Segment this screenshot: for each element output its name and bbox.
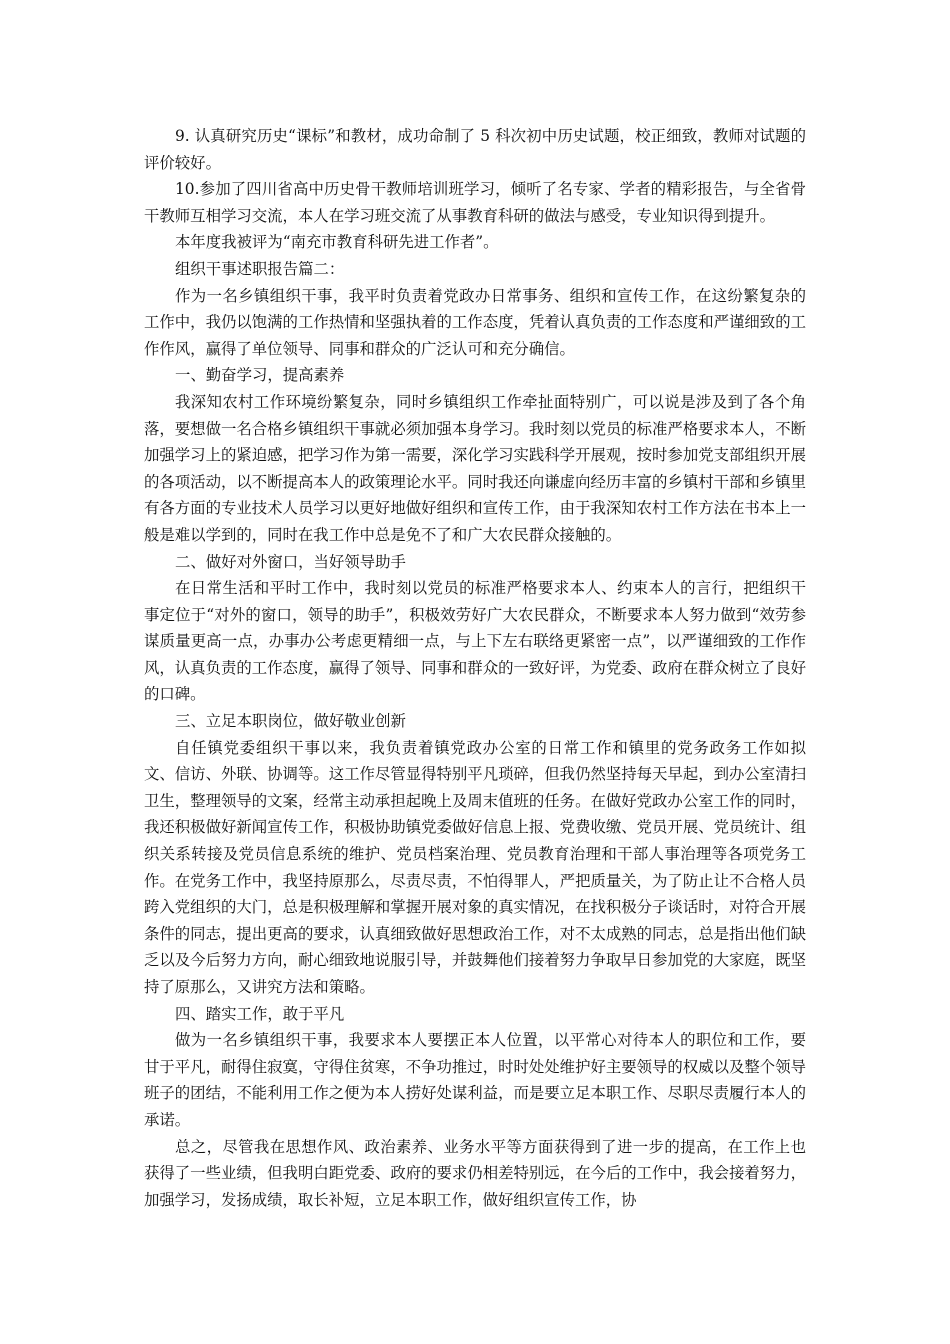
paragraph: 本年度我被评为“南充市教育科研先进工作者”。	[175, 233, 499, 252]
section-heading: 四、踏实工作，敢于平凡	[175, 1004, 345, 1023]
paragraph: 总之，尽管我在思想作风、政治素养、业务水平等方面获得到了进一步的提高，在工作上也获得了一些业绩，但我明白距党委、政府的要求仍相差特别远，在今后的工作中，我会接着努力，加强学习，发扬成绩，取长补短，立足本职工作，做好组织宣传工作，协	[144, 1137, 806, 1209]
section-heading: 三、立足本职岗位，做好敬业创新	[175, 712, 406, 731]
paragraph: 9. 认真研究历史“课标”和教材，成功命制了 5 科次初中历史试题，校正细致，教师对试题的评价较好。	[144, 127, 806, 172]
paragraph: 在日常生活和平时工作中，我时刻以党员的标准严格要求本人、约束本人的言行，把组织干事定位于“对外的窗口，领导的助手”，积极效劳好广大农民群众，不断要求本人努力做到“效劳参谋质量更高一点，办事办公考虑更精细一点，与上下左右联络更紧密一点”，以严谨细致的工作作风，认真负责的工作态度，赢得了领导、同事和群众的一致好评，为党委、政府在群众树立了良好的口碑。	[144, 579, 806, 704]
paragraph: 自任镇党委组织干事以来，我负责着镇党政办公室的日常工作和镇里的党务政务工作如拟文、信访、外联、协调等。这工作尽管显得特别平凡琐碎，但我仍然坚持每天早起，到办公室清扫卫生，整理领导的文案，经常主动承担起晚上及周末值班的任务。在做好党政办公室工作的同时，我还积极做好新闻宣传工作，积极协助镇党委做好信息上报、党费收缴、党员开展、党员统计、组织关系转接及党员信息系统的维护、党员档案治理、党员教育治理和干部人事治理等各项党务工作。在党务工作中，我坚持原那么，尽责尽责，不怕得罪人，严把质量关，为了防止让不合格人员跨入党组织的大门，总是积极理解和掌握开展对象的真实情况，在找积极分子谈话时，对符合开展条件的同志，提出更高的要求，认真细致做好思想政治工作，对不太成熟的同志，总是指出他们缺乏以及今后努力方向，耐心细致地说服引导，并鼓舞他们接着努力争取早日参加党的大家庭，既坚持了原那么，又讲究方法和策略。	[144, 738, 806, 996]
paragraph: 做为一名乡镇组织干事，我要求本人要摆正本人位置，以平常心对待本人的职位和工作，要甘于平凡，耐得住寂寞，守得住贫寒，不争功推过，时时处处维护好主要领导的权威以及整个领导班子的团结，不能利用工作之便为本人捞好处谋利益，而是要立足本职工作、尽职尽责履行本人的承诺。	[144, 1031, 806, 1129]
section-heading: 一、勤奋学习，提高素养	[175, 366, 345, 385]
section-heading: 二、做好对外窗口，当好领导助手	[175, 552, 406, 571]
paragraph: 10.参加了四川省高中历史骨干教师培训班学习，倾听了名专家、学者的精彩报告，与全省骨干教师互相学习交流，本人在学习班交流了从事教育科研的做法与感受，专业知识得到提升。	[144, 180, 806, 225]
paragraph: 作为一名乡镇组织干事，我平时负责着党政办日常事务、组织和宣传工作，在这纷繁复杂的工作中，我仍以饱满的工作热情和坚强执着的工作态度，凭着认真负责的工作态度和严谨细致的工作作风，赢得了单位领导、同事和群众的广泛认可和充分确信。	[144, 286, 806, 358]
section-title: 组织干事述职报告篇二：	[175, 259, 345, 278]
paragraph: 我深知农村工作环境纷繁复杂，同时乡镇组织工作牵扯面特别广，可以说是涉及到了各个角落，要想做一名合格乡镇组织干事就必须加强本身学习。我时刻以党员的标准严格要求本人，不断加强学习上的紧迫感，把学习作为第一需要，深化学习实践科学开展观，按时参加党支部组织开展的各项活动，以不断提高本人的政策理论水平。同时我还向谦虚向经历丰富的乡镇村干部和乡镇里有各方面的专业技术人员学习以更好地做好组织和宣传工作，由于我深知农村工作方法在书本上一般是难以学到的，同时在我工作中总是免不了和广大农民群众接触的。	[144, 392, 806, 544]
document-body	[144, 123, 806, 1213]
